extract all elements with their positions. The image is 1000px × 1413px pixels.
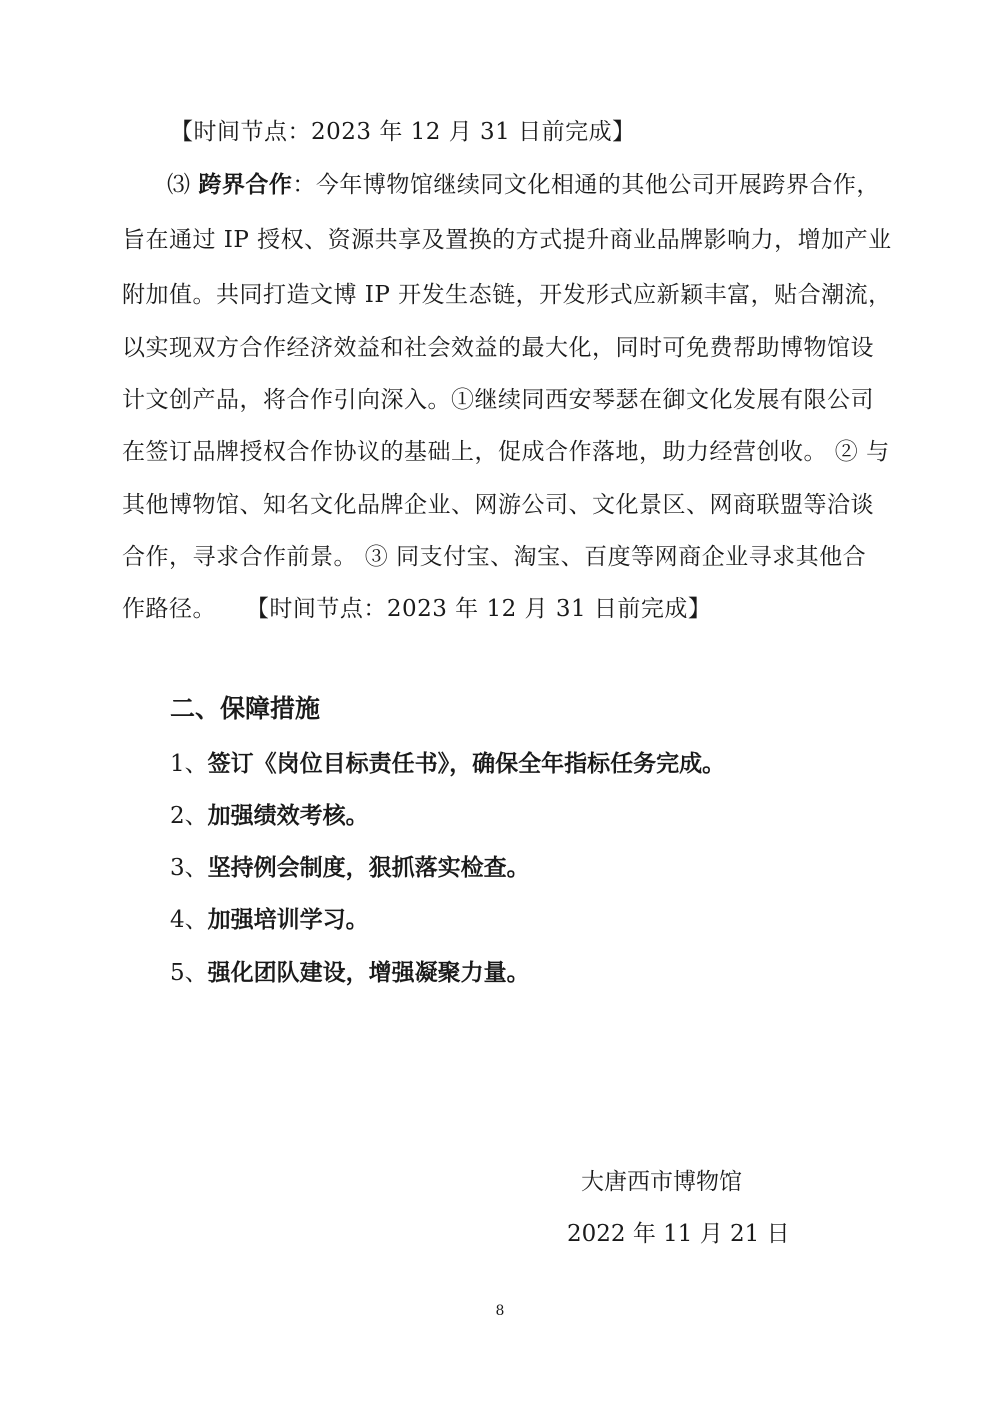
measure-number: 5、: [170, 960, 208, 986]
item3-line: 旨在通过 IP 授权、资源共享及置换的方式提升商业品牌影响力，增加产业: [122, 227, 892, 253]
item3-line: 在签订品牌授权合作协议的基础上，促成合作落地，助力经营创收。 ② 与: [122, 439, 890, 465]
item3-last-line: [122, 594, 711, 624]
item3-title: 跨界合作: [198, 172, 293, 198]
measure-item: [170, 958, 530, 988]
signature-date: 2022 年 11 月 21 日: [567, 1221, 790, 1247]
measure-number: 4、: [170, 907, 208, 933]
section-heading: 二、保障措施: [170, 694, 321, 723]
item3-line: 合作，寻求合作前景。 ③ 同支付宝、淘宝、百度等网商企业寻求其他合: [122, 544, 867, 570]
item3-last-text: 作路径。: [122, 596, 216, 622]
item3-line: 以实现双方合作经济效益和社会效益的最大化，同时可免费帮助博物馆设: [122, 335, 874, 361]
measure-text: 强化团队建设，增强凝聚力量。: [207, 960, 530, 986]
measure-item: [170, 853, 530, 883]
measure-item: [170, 801, 369, 831]
page-number: 8: [495, 1303, 505, 1319]
measure-text: 加强培训学习。: [207, 907, 369, 933]
measure-item: [170, 749, 725, 779]
milestone-line: 【时间节点：2023 年 12 月 31 日前完成】: [170, 119, 636, 145]
item3-line1-text: ：今年博物馆继续同文化相通的其他公司开展跨界合作，: [292, 172, 880, 198]
item3-line: 附加值。共同打造文博 IP 开发生态链，开发形式应新颖丰富，贴合潮流，: [122, 282, 892, 308]
measure-number: 3、: [170, 855, 208, 881]
measure-text: 坚持例会制度，狠抓落实检查。: [207, 855, 530, 881]
signature-org: 大唐西市博物馆: [581, 1169, 742, 1195]
measure-number: 2、: [170, 803, 208, 829]
item3-first-line: [167, 170, 880, 200]
measure-text: 签订《岗位目标责任书》，确保全年指标任务完成。: [207, 751, 726, 777]
item3-marker: ⑶: [167, 172, 191, 198]
measure-item: [170, 905, 369, 935]
measure-text: 加强绩效考核。: [207, 803, 369, 829]
item3-milestone: 【时间节点：2023 年 12 月 31 日前完成】: [245, 596, 712, 622]
item3-line: 其他博物馆、知名文化品牌企业、网游公司、文化景区、网商联盟等洽谈: [122, 492, 874, 518]
measure-number: 1、: [170, 751, 208, 777]
item3-line: 计文创产品，将合作引向深入。①继续同西安琴瑟在御文化发展有限公司: [122, 387, 874, 413]
